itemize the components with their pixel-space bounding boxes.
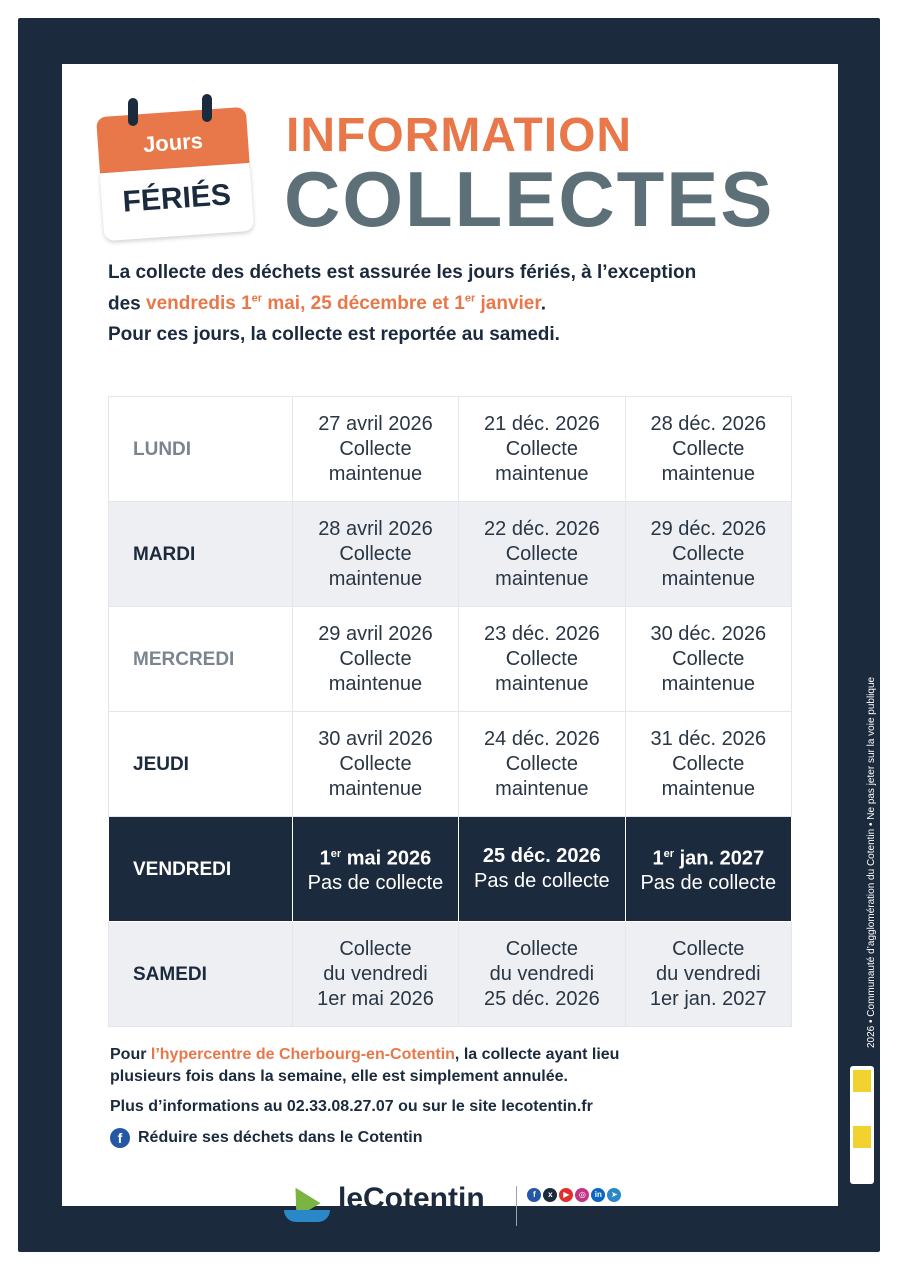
cell-status: maintenue [661,567,755,590]
cell-date: 25 déc. 2026 [484,987,600,1010]
cell-status: du vendredi [323,962,428,985]
schedule-cell [625,817,791,922]
intro-prefix: des [108,293,147,315]
intro-hl-a: vendredis 1 [146,293,252,315]
cell-status: Collecte [672,437,745,460]
website-link[interactable]: lecotentin.fr [527,1206,631,1226]
intro-line3: Pour ces jours, la collecte est reportée au samedi. [108,324,560,345]
cell-date: 24 déc. 2026 [484,727,600,750]
cell-status: maintenue [495,567,589,590]
intro-hl-c: janvier [475,293,541,315]
day-label: MERCREDI [109,607,293,712]
row-samedi [109,922,792,1027]
schedule-cell [459,397,625,502]
social-icons [527,1188,630,1202]
cell-status: maintenue [328,462,423,485]
day-label: SAMEDI [109,922,293,1027]
cell-date-sup: er [330,847,342,860]
schedule-cell [459,922,625,1027]
cell-status: maintenue [495,462,589,485]
lecotentin-logo [282,1184,630,1228]
cell-status: Collecte [339,542,412,565]
facebook-icon[interactable]: f [527,1188,541,1202]
day-label: LUNDI [109,397,293,502]
schedule-table [108,396,792,1027]
cell-date: 23 déc. 2026 [484,622,600,645]
cell-status: Collecte [505,437,578,460]
cell-status: maintenue [328,567,423,590]
footer-note [110,1044,800,1088]
cell-date-sup: er [663,847,675,860]
cell-status: Collecte [339,647,412,670]
cell-status: Collecte [505,937,578,960]
footer-line1 [110,1044,800,1066]
schedule-cell [625,502,791,607]
cell-date-a: 1 [652,847,664,870]
cell-status: Collecte [672,752,745,775]
cell-date: 22 déc. 2026 [484,517,600,540]
schedule-cell [459,607,625,712]
intro-suffix: . [540,293,547,315]
day-label: JEUDI [109,712,293,817]
cell-date-a: 1 [319,847,331,870]
cell-date: 29 déc. 2026 [650,517,767,540]
intro-paragraph [108,260,798,317]
badge-top-label: Jours [142,127,204,158]
cell-date-b: mai 2026 [341,847,432,870]
cell-date: 27 avril 2026 [318,412,433,435]
logo-mark-icon [282,1184,334,1228]
facebook-icon: f [110,1128,130,1148]
title-line2: COLLECTES [284,155,775,243]
side-legal-text: 2026 • Communauté d’agglomération du Cotentin • Ne pas jeter sur la voie publique [866,676,877,1048]
schedule-cell [292,607,458,712]
cell-status: maintenue [661,777,755,800]
cell-status: Pas de collecte [307,872,444,895]
cell-status: du vendredi [656,962,761,985]
schedule-cell [292,922,458,1027]
intro-hl-b: mai, 25 décembre et 1 [262,293,465,315]
cell-date-a: 25 déc. 2026 [482,845,601,867]
cell-status: Collecte [339,752,412,775]
row-vendredi [109,817,792,922]
footer-line2: plusieurs fois dans la semaine, elle est simplement annulée. [110,1068,568,1085]
intro-sup-a: er [251,293,263,305]
cell-date: 1er jan. 2027 [649,987,767,1010]
cell-date [626,842,791,872]
cell-status: Collecte [672,937,745,960]
cell-status: Collecte [505,752,578,775]
row-mardi [109,502,792,607]
schedule-cell [292,397,458,502]
cell-status: maintenue [495,672,589,695]
facebook-link[interactable] [110,1128,423,1148]
cell-date: 30 avril 2026 [318,727,433,750]
schedule-cell [459,502,625,607]
schedule-cell [459,817,625,922]
cell-status: maintenue [328,672,423,695]
cell-date [459,844,624,869]
day-label: MARDI [109,502,293,607]
cell-status: du vendredi [489,962,595,985]
cell-status: Collecte [505,647,578,670]
schedule-cell [292,502,458,607]
day-label: VENDREDI [109,817,293,922]
cell-date: 30 déc. 2026 [650,622,767,645]
logo-text [338,1184,506,1224]
holiday-badge [98,98,258,243]
social-block [527,1184,630,1227]
footer-highlight: l’hypercentre de Cherbourg-en-Cotentin [150,1046,455,1063]
logo-divider [516,1186,517,1226]
schedule-cell [625,607,791,712]
title-line1: INFORMATION [286,109,633,162]
logo-name: leCotentin [338,1182,485,1215]
cell-date: 31 déc. 2026 [650,727,767,750]
cell-status: maintenue [495,777,589,800]
x-icon[interactable]: x [543,1188,557,1202]
intro-highlight [146,293,541,314]
cell-status: Collecte [672,647,745,670]
intro-sup-b: er [464,293,476,305]
cell-date: 28 avril 2026 [318,517,433,540]
intro-line1: La collecte des déchets est assurée les jours fériés, à l’exception [108,262,697,283]
badge-bottom [100,163,254,241]
cell-status: Collecte [672,542,745,565]
cell-status: Collecte [339,937,412,960]
intro-line2 [108,286,798,317]
row-mercredi [109,607,792,712]
schedule-cell [292,817,458,922]
cell-status: Collecte [339,437,412,460]
cell-status: Collecte [505,542,578,565]
schedule-cell [625,397,791,502]
schedule-cell [625,712,791,817]
cell-status: Pas de collecte [474,870,610,892]
footer-contact: Plus d’informations au 02.33.08.27.07 ou sur le site lecotentin.fr [110,1098,593,1115]
footer-prefix: Pour [110,1046,151,1063]
facebook-label: Réduire ses déchets dans le Cotentin [138,1129,423,1146]
cell-status: maintenue [661,672,755,695]
youtube-icon[interactable]: ▶ [559,1188,573,1202]
calendar-ring-icon [202,94,212,122]
cell-date: 28 déc. 2026 [650,412,767,435]
linkedin-icon[interactable]: in [591,1188,605,1202]
row-jeudi [109,712,792,817]
cell-date: 29 avril 2026 [318,622,433,645]
cell-status: maintenue [328,777,423,800]
schedule-cell [625,922,791,1027]
schedule-cell [292,712,458,817]
logo-subtitle: COMMUNAUTÉ D’AGGLOMÉRATION [338,1214,507,1224]
cell-status: Pas de collecte [640,872,777,895]
triman-logo-icon [850,1066,874,1184]
badge-bottom-label: FÉRIÉS [121,178,232,219]
footer-suffix: , la collecte ayant lieu [454,1046,620,1063]
cell-date-b: jan. 2027 [674,847,765,870]
cell-date [293,842,458,872]
instagram-icon[interactable]: ◎ [575,1188,589,1202]
calendar-ring-icon [128,98,138,126]
schedule-cell [459,712,625,817]
telegram-icon[interactable]: ➤ [607,1188,621,1202]
cell-date: 21 déc. 2026 [484,412,600,435]
row-lundi [109,397,792,502]
cell-date: 1er mai 2026 [317,987,434,1010]
cell-status: maintenue [661,462,755,485]
